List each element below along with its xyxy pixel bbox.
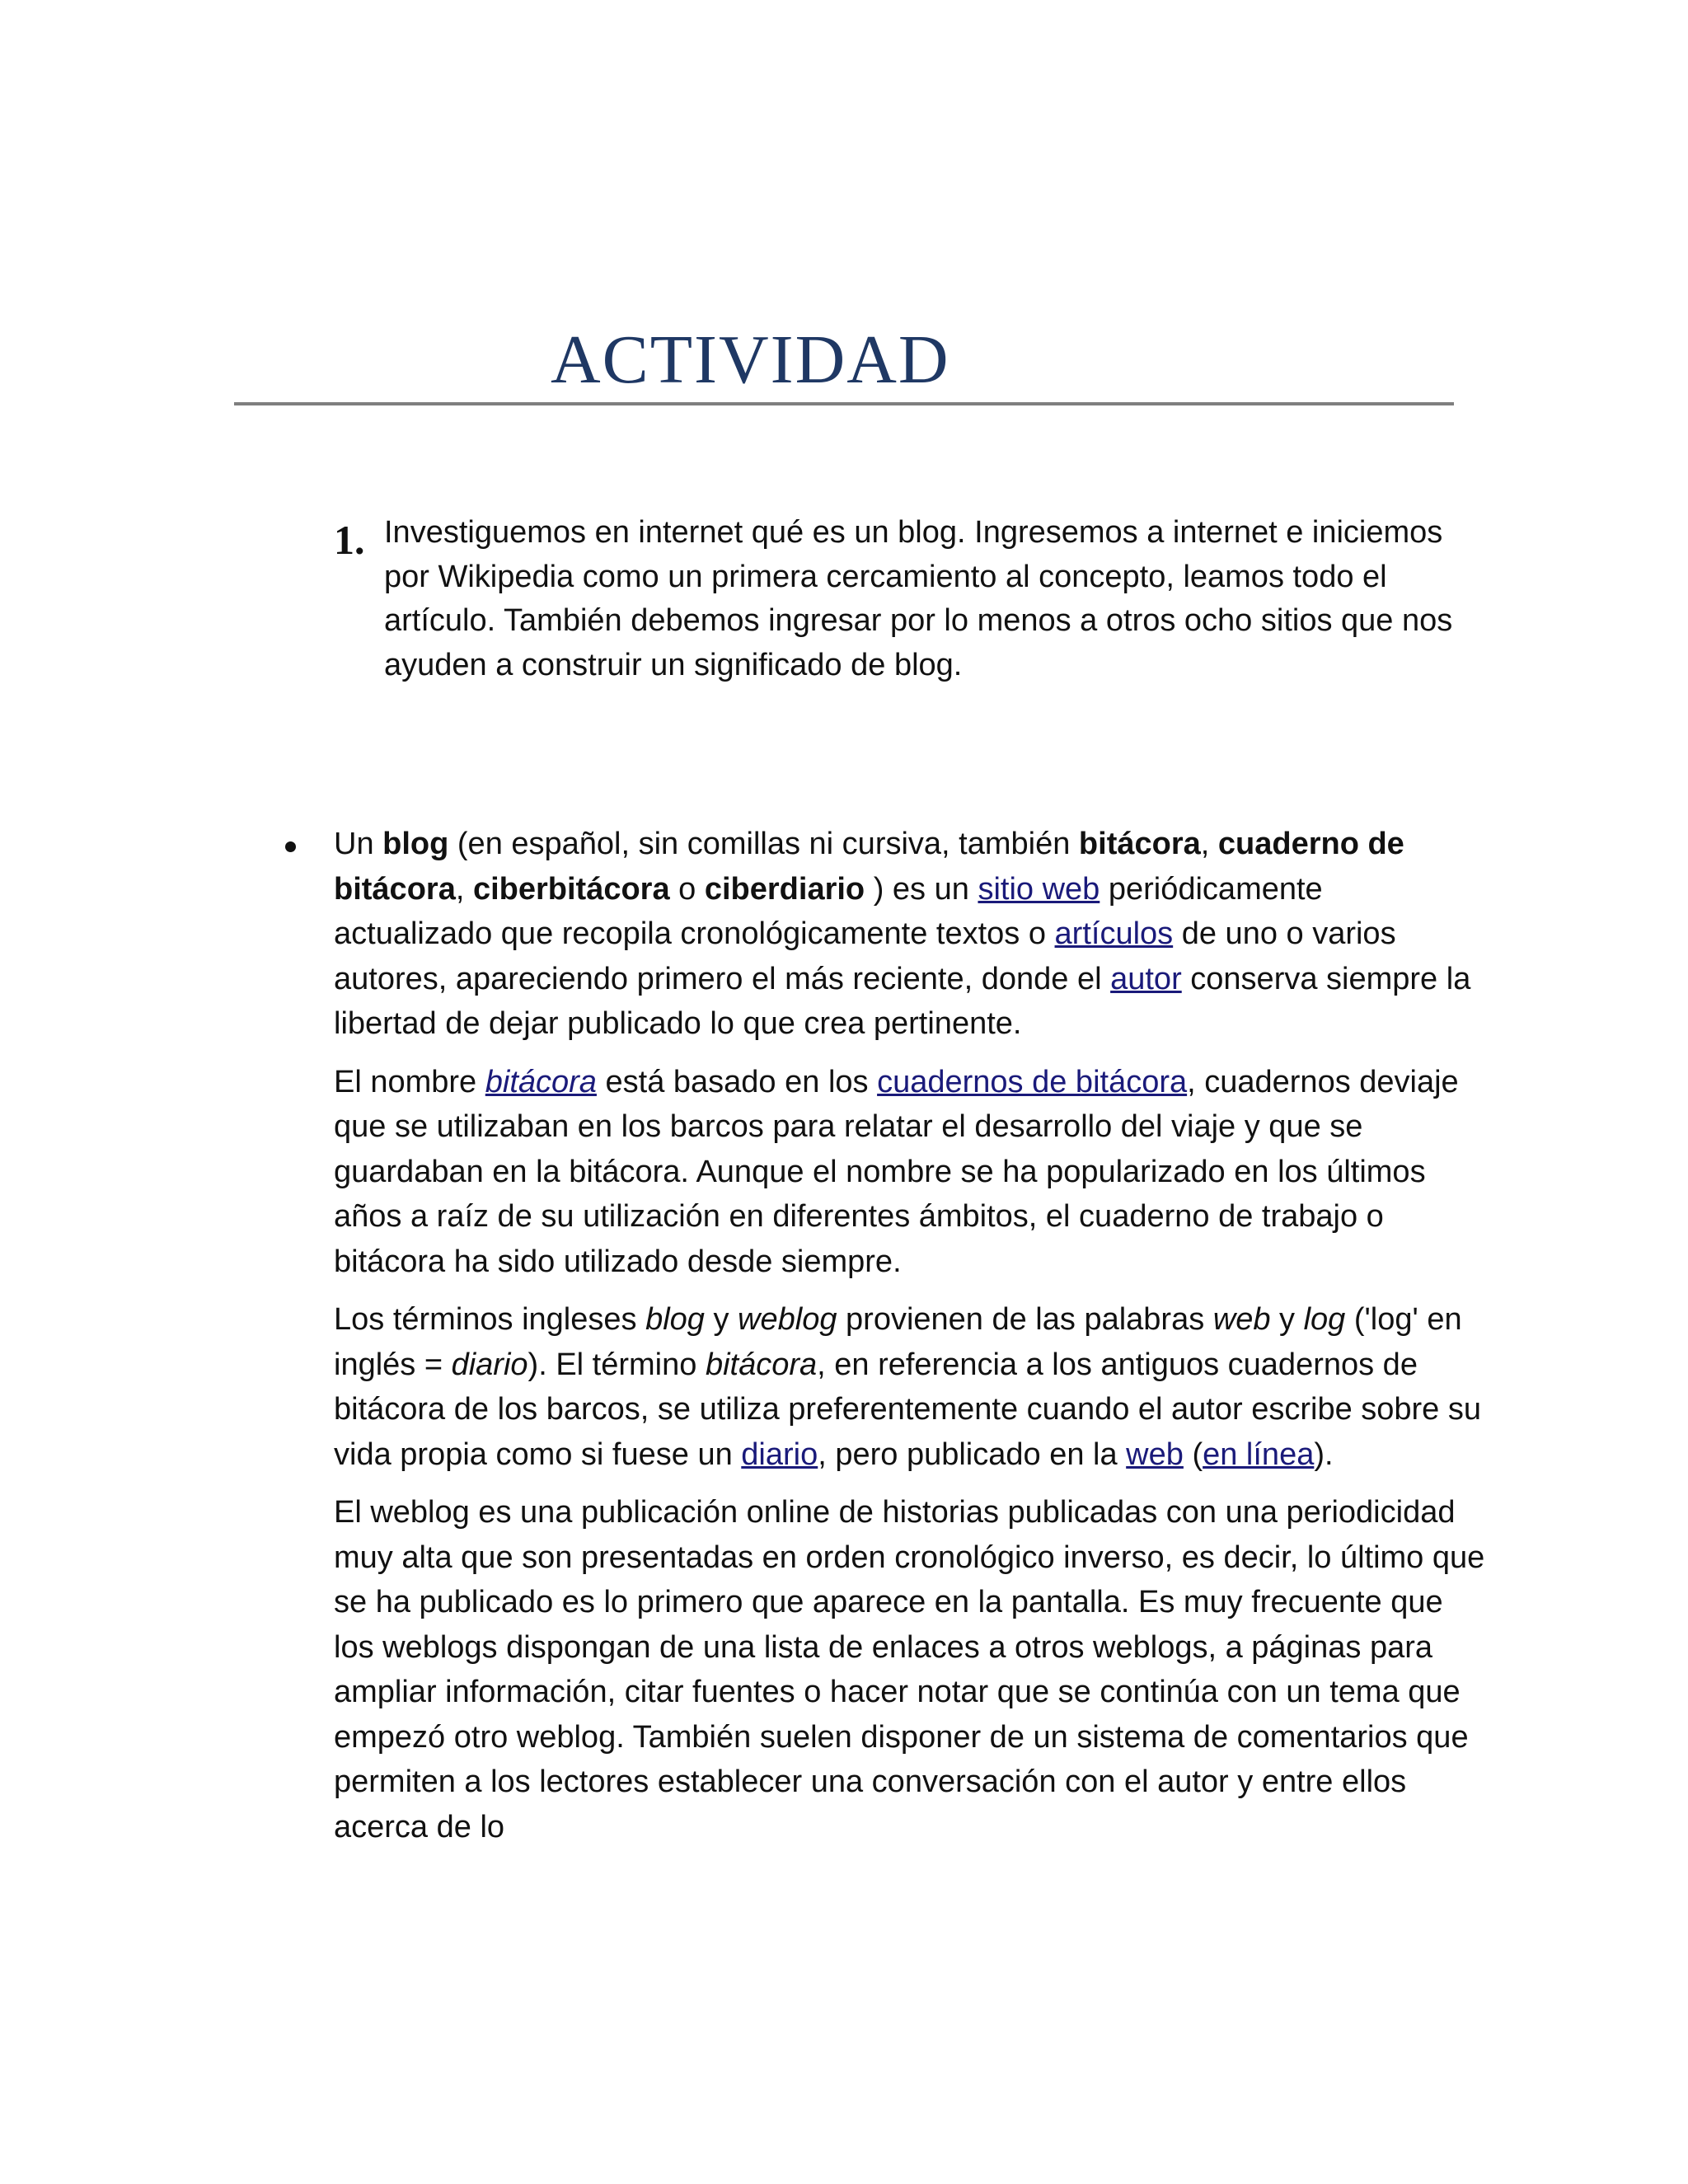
paragraph-english-terms: Los términos ingleses blog y weblog provienen de las palabras web y log ('log' en inglés = diario). El término bitácora, en referencia a los antiguos cuadernos de bitácora de los barcos, se utiliza preferentemente cuando el autor escribe sobre su vida propia como si fuese un diario, pero publicado en la web (en línea).	[334, 1302, 1482, 1472]
bullet-icon	[285, 841, 296, 852]
title-underline	[234, 402, 1454, 405]
link-articulos[interactable]: artículos	[1054, 916, 1174, 951]
question-item	[334, 511, 1471, 687]
link-bitacora[interactable]: bitácora	[485, 1064, 597, 1099]
page-title: ACTIVIDAD	[551, 321, 950, 398]
link-en-linea[interactable]: en línea	[1203, 1436, 1315, 1472]
paragraph-weblog-description: El weblog es una publicación online de historias publicadas con una periodicidad muy alta que son presentadas en orden cronológico inverso, es decir, lo último que se ha publicado es lo primero que aparece en la pantalla. Es muy frecuente que los weblogs dispongan de una lista de enlaces a otros weblogs, a páginas para ampliar información, citar fuentes o hacer notar que se continúa con un tema que empezó otro weblog. También suelen disponer de un sistema de comentarios que permiten a los lectores establecer una conversación con el autor y entre ellos acerca de lo	[334, 1495, 1485, 1844]
link-sitio-web[interactable]: sitio web	[978, 871, 1100, 907]
question-text: Investiguemos en internet qué es un blog. Ingresemos a internet e iniciemos por Wikipedia como un primera cercamiento al concepto, leamos todo el artículo. También debemos ingresar por lo menos a otros ocho sitios que nos ayuden a construir un significado de blog.	[384, 515, 1453, 682]
question-number: 1.	[334, 517, 365, 563]
link-cuadernos-de-bitacora[interactable]: cuadernos de bitácora	[877, 1064, 1188, 1099]
bullet-list-item	[279, 822, 1485, 1863]
link-diario[interactable]: diario	[741, 1436, 818, 1472]
paragraph-name-origin: El nombre bitácora está basado en los cuadernos de bitácora, cuadernos deviaje que se utilizaban en los barcos para relatar el desarrollo del viaje y que se guardaban en la bitácora. Aunque el nombre se ha popularizado en los últimos años a raíz de su utilización en diferentes ámbitos, el cuaderno de trabajo o bitácora ha sido utilizado desde siempre.	[334, 1064, 1459, 1279]
link-web[interactable]: web	[1126, 1436, 1184, 1472]
paragraph-blog-definition: Un blog (en español, sin comillas ni cursiva, también bitácora, cuaderno de bitácora, ciberbitácora o ciberdiario ) es un sitio web periódicamente actualizado que recopila cronológicamente textos o artículos de uno o varios autores, apareciendo primero el más reciente, donde el autor conserva siempre la libertad de dejar publicado lo que crea pertinente.	[334, 827, 1471, 1041]
link-autor[interactable]: autor	[1110, 961, 1182, 996]
